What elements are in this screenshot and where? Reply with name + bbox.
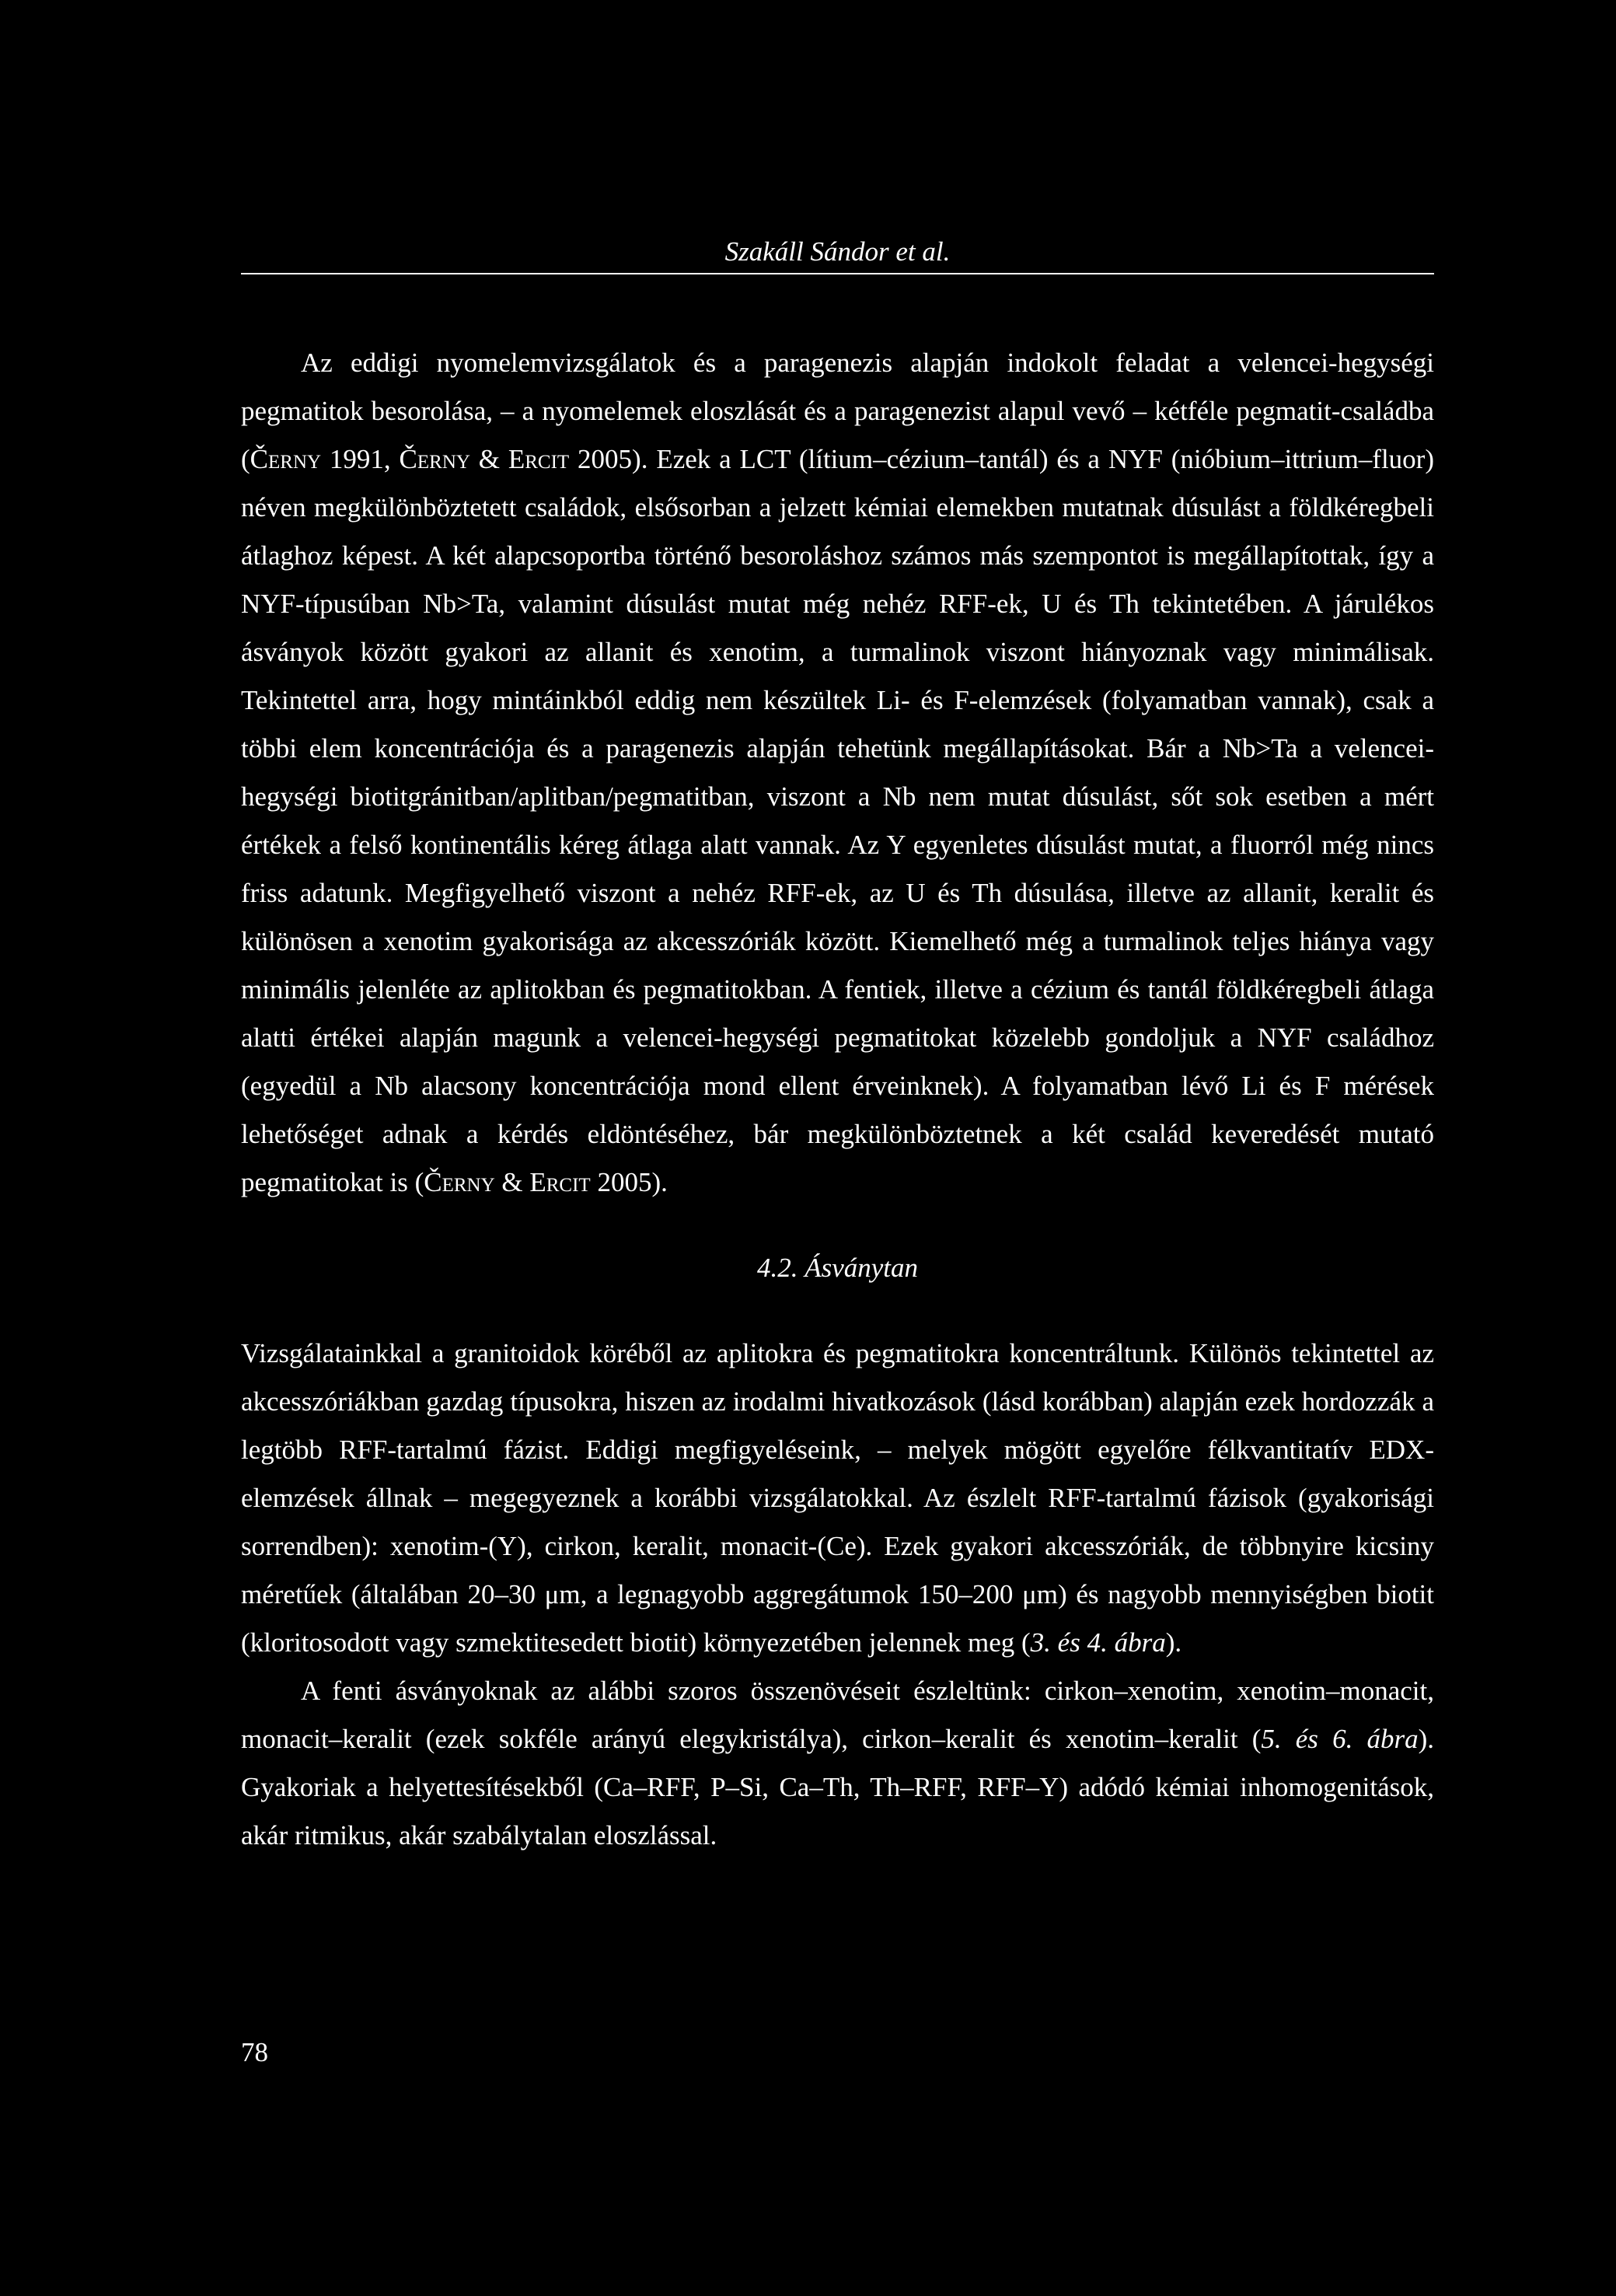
citation-author: Ercit bbox=[508, 444, 570, 474]
citation-author: Černy bbox=[250, 444, 322, 474]
page-number: 78 bbox=[241, 2037, 268, 2067]
paragraph-text: ). bbox=[1165, 1627, 1182, 1658]
citation-ampersand: & bbox=[469, 444, 508, 474]
citation-author: Černy bbox=[424, 1167, 495, 1197]
paragraph-text: ). Gyakoriak a helyettesítésekből (Ca–RFF, P–Si, Ca–Th, Th–RFF, RFF–Y) adódó kémiai inhomogenitások, akár ritmikus, akár szabálytalan eloszlással. bbox=[241, 1724, 1434, 1850]
section-heading: 4.2. Ásványtan bbox=[756, 1253, 919, 1283]
paragraph-mineralogy bbox=[241, 1330, 1434, 1667]
citation-year: 1991, bbox=[321, 444, 400, 474]
paragraph-text: A fenti ásványoknak az alábbi szoros összenövéseit észleltünk: cirkon–xenotim, xenotim–monacit, monacit–keralit (ezek sokféle arányú elegykristálya), cirkon–keralit és xenotim–keralit ( bbox=[241, 1676, 1434, 1754]
citation-ampersand: & bbox=[494, 1167, 530, 1197]
running-head: Szakáll Sándor et al. bbox=[724, 236, 951, 267]
citation-author: Černy bbox=[399, 444, 470, 474]
paragraph-cerny-classification bbox=[241, 339, 1434, 1207]
figure-reference: 3. és 4. ábra bbox=[1030, 1627, 1166, 1658]
figure-reference: 5. és 6. ábra bbox=[1261, 1724, 1419, 1754]
body-text bbox=[241, 339, 1434, 1860]
header-rule bbox=[241, 273, 1434, 274]
paragraph-text: Az eddigi nyomelemvizsgálatok és a paragenezis alapján indokolt feladat a velencei-hegységi pegmatitok besorolása, – a nyomelemek eloszlását és a paragenezist alapul vevő – kétféle pegmatit-családba ( bbox=[241, 348, 1434, 474]
paragraph-intergrowths bbox=[241, 1667, 1434, 1860]
paragraph-text: 2005). Ezek a LCT (lítium–cézium–tantál) és a NYF (nióbium–ittrium–fluor) néven megkülönböztetett családok, elsősorban a jelzett kémiai elemekben mutatnak dúsulást a földkéregbeli átlaghoz képest. A két alapcsoportba történő besoroláshoz számos más szempontot is megállapítottak, így a NYF-típusúban Nb>Ta, valamint dúsulást mutat még nehéz RFF-ek, U és Th tekintetében. A járulékos ásványok között gyakori az allanit és xenotim, a turmalinok viszont hiányoznak vagy minimálisak. Tekintettel arra, hogy mintáinkból eddig nem készültek Li- és F-elemzések (folyamatban vannak), csak a többi elem koncentrációja és a paragenezis alapján tehetünk megállapításokat. Bár a Nb>Ta a velencei-hegységi biotitgránitban/aplitban/pegmatitban, viszont a Nb nem mutat dúsulást, sőt sok esetben a mért értékek a felső kontinentális kéreg átlaga alatt vannak. Az Y egyenletes dúsulást mutat, a fluorról még nincs friss adatunk. Megfigyelhető viszont a nehéz RFF-ek, az U és Th dúsulása, illetve az allanit, keralit és különösen a xenotim gyakorisága az akcesszóriák között. Kiemelhető még a turmalinok teljes hiánya vagy minimális jelenléte az aplitokban és pegmatitokban. A fentiek, illetve a cézium és tantál földkéregbeli átlaga alatti értékei alapján magunk a velencei-hegységi pegmatitokat közelebb gondoljuk a NYF családhoz (egyedül a Nb alacsony koncentrációja mond ellent érveinknek). A folyamatban lévő Li és F mérések lehetőséget adnak a kérdés eldöntéséhez, bár megkülönböztetnek a két család keveredését mutató pegmatitokat is ( bbox=[241, 444, 1434, 1197]
paragraph-text: 2005). bbox=[590, 1167, 668, 1197]
citation-author: Ercit bbox=[529, 1167, 591, 1197]
paragraph-text: Vizsgálatainkkal a granitoidok köréből az aplitokra és pegmatitokra koncentráltunk. Különös tekintettel az akcesszóriákban gazdag típusokra, hiszen az irodalmi hivatkozások (lásd korábban) alapján ezek hordozzák a legtöbb RFF-tartalmú fázist. Eddigi megfigyeléseink, – melyek mögött egyelőre félkvantitatív EDX-elemzések állnak – megegyeznek a korábbi vizsgálatokkal. Az észlelt RFF-tartalmú fázisok (gyakorisági sorrendben): xenotim-(Y), cirkon, keralit, monacit-(Ce). Ezek gyakori akcesszóriák, de többnyire kicsiny méretűek (általában 20–30 μm, a legnagyobb aggregátumok 150–200 μm) és nagyobb mennyiségben biotit (kloritosodott vagy szmektitesedett biotit) környezetében jelennek meg ( bbox=[241, 1338, 1434, 1658]
